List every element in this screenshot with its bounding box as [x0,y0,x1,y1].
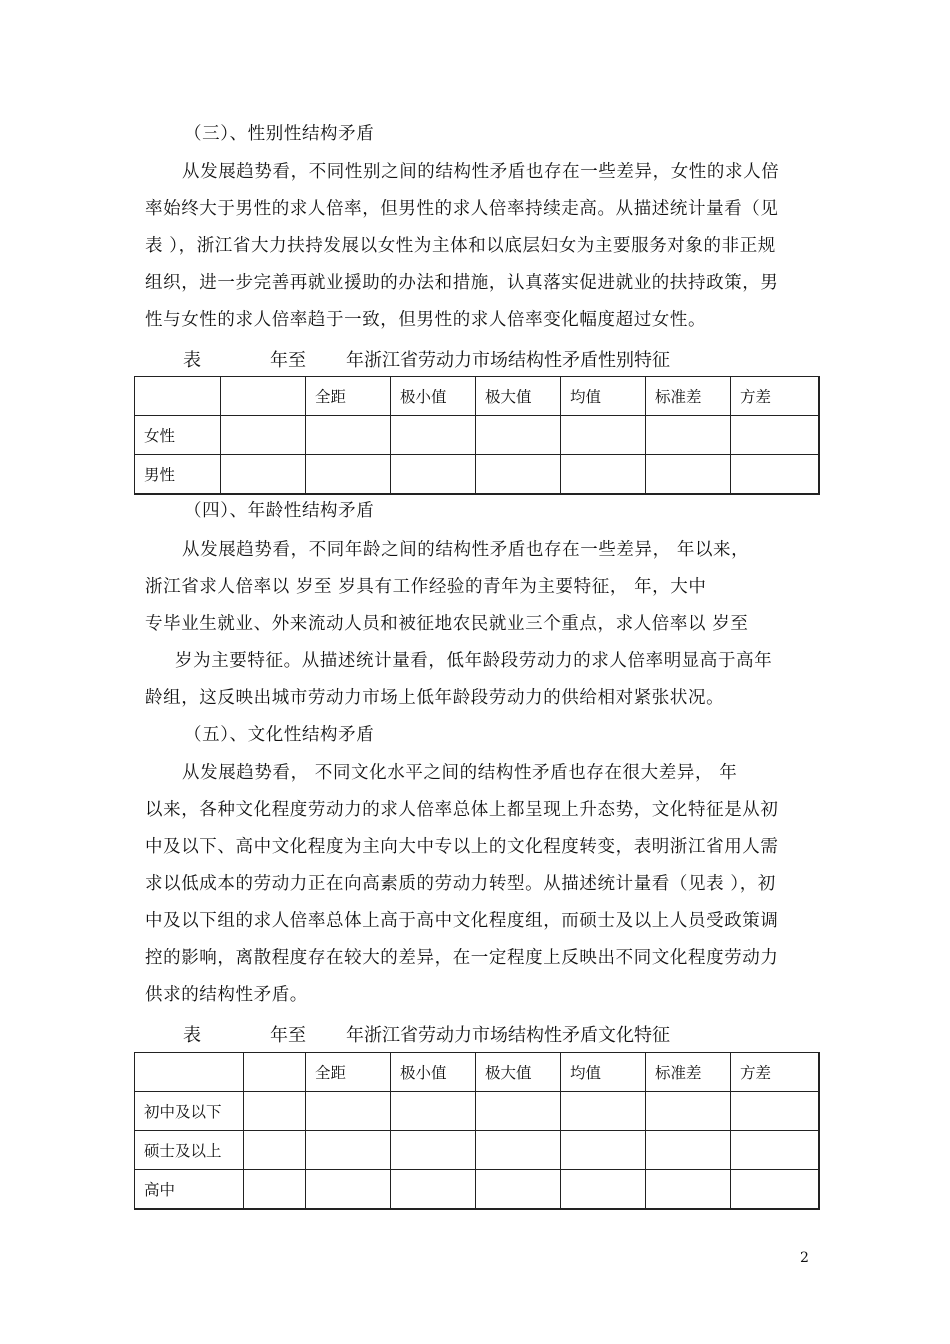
table-header-row [135,377,819,416]
caption-table-label: 表 [183,1025,201,1046]
table-cell [391,1131,476,1170]
paragraph-line: 中及以下组的求人倍率总体上高于高中文化程度组，而硕士及以上人员受政策调 [145,911,779,931]
paragraph-line: 从发展趋势看， 不同文化水平之间的结构性矛盾也存在很大差异， 年 [182,763,738,783]
table-cell [646,455,731,495]
table-cell [731,1131,819,1170]
paragraph-line: 浙江省求人倍率以 岁至 岁具有工作经验的青年为主要特征， 年，大中 [145,577,707,597]
header-cell [221,377,306,416]
row-label: 硕士及以上 [135,1131,244,1170]
header-cell: 极小值 [391,377,476,416]
table-cell [731,416,819,455]
header-cell: 均值 [561,1053,646,1092]
table-cell [476,1131,561,1170]
caption-year-from: 年至 [270,1025,306,1046]
header-cell: 方差 [731,377,819,416]
header-cell: 极大值 [476,1053,561,1092]
header-cell [135,377,221,416]
table-cell [731,1092,819,1131]
paragraph-line: 以来，各种文化程度劳动力的求人倍率总体上都呈现上升态势，文化特征是从初 [145,800,779,820]
table-row [135,1131,819,1170]
page-number: 2 [800,1250,809,1266]
table-cell [306,455,391,495]
paragraph-line: 组织，进一步完善再就业援助的办法和措施，认真落实促进就业的扶持政策，男 [145,273,779,293]
table-cell [731,455,819,495]
table-cell [476,1170,561,1210]
table-cell [306,1170,391,1210]
table-cell [391,416,476,455]
table-cell [646,1092,731,1131]
header-cell: 均值 [561,377,646,416]
table-cell [306,1092,391,1131]
table-cell [476,1092,561,1131]
caption-title: 年浙江省劳动力市场结构性矛盾性别特征 [346,350,670,371]
table-cell [244,1092,306,1131]
table-cell [731,1170,819,1210]
table-row [135,1092,819,1131]
row-label: 初中及以下 [135,1092,244,1131]
table-cell [244,1170,306,1210]
table-cell [561,1092,646,1131]
header-cell: 标准差 [646,1053,731,1092]
header-cell [244,1053,306,1092]
header-cell: 极大值 [476,377,561,416]
paragraph-line: 从发展趋势看，不同年龄之间的结构性矛盾也存在一些差异， 年以来， [182,540,750,560]
caption-year-from: 年至 [270,350,306,371]
table-row [135,416,819,455]
table-cell [561,1170,646,1210]
paragraph-line: 表 ），浙江省大力扶持发展以女性为主体和以底层妇女为主要服务对象的非正规 [145,236,776,256]
table-cell [561,455,646,495]
table-cell [646,1131,731,1170]
education-stats-table [134,1052,820,1210]
table-cell [221,455,306,495]
paragraph-line: 性与女性的求人倍率趋于一致，但男性的求人倍率变化幅度超过女性。 [145,310,707,330]
table-cell [221,416,306,455]
table-cell [561,416,646,455]
header-cell [135,1053,244,1092]
table-cell [646,1170,731,1210]
table-cell [306,1131,391,1170]
header-cell: 全距 [306,377,391,416]
caption-title: 年浙江省劳动力市场结构性矛盾文化特征 [346,1025,670,1046]
table-row [135,455,819,495]
caption-table-label: 表 [183,350,201,371]
header-cell: 方差 [731,1053,819,1092]
paragraph-line: 从发展趋势看，不同性别之间的结构性矛盾也存在一些差异，女性的求人倍 [182,162,780,182]
table-cell [646,416,731,455]
table-caption-education [0,1021,950,1045]
table-cell [476,416,561,455]
section-heading-education: （五）、文化性结构矛盾 [184,725,375,745]
header-cell: 标准差 [646,377,731,416]
paragraph-line: 控的影响，离散程度存在较大的差异，在一定程度上反映出不同文化程度劳动力 [145,948,779,968]
paragraph-line: 求以低成本的劳动力正在向高素质的劳动力转型。从描述统计量看（见表 ），初 [145,874,776,894]
paragraph-line: 供求的结构性矛盾。 [145,985,308,1005]
section-heading-age: （四）、年龄性结构矛盾 [184,501,375,521]
row-label: 高中 [135,1170,244,1210]
paragraph-line: 率始终大于男性的求人倍率，但男性的求人倍率持续走高。从描述统计量看（见 [145,199,779,219]
row-label: 女性 [135,416,221,455]
paragraph-line: 中及以下、高中文化程度为主向大中专以上的文化程度转变，表明浙江省用人需 [145,837,779,857]
row-label: 男性 [135,455,221,495]
header-cell: 极小值 [391,1053,476,1092]
paragraph-line: 岁为主要特征。从描述统计量看，低年龄段劳动力的求人倍率明显高于高年 [175,651,773,671]
table-header-row [135,1053,819,1092]
table-cell [306,416,391,455]
table-row [135,1170,819,1210]
table-cell [561,1131,646,1170]
table-cell [476,455,561,495]
header-cell: 全距 [306,1053,391,1092]
table-cell [391,1170,476,1210]
paragraph-line: 龄组，这反映出城市劳动力市场上低年龄段劳动力的供给相对紧张状况。 [145,688,725,708]
paragraph-line: 专毕业生就业、外来流动人员和被征地农民就业三个重点，求人倍率以 岁至 [145,614,749,634]
section-heading-gender: （三）、性别性结构矛盾 [184,124,375,144]
table-cell [391,1092,476,1131]
gender-stats-table [134,376,820,495]
table-caption-gender [0,346,950,370]
table-cell [244,1131,306,1170]
table-cell [391,455,476,495]
